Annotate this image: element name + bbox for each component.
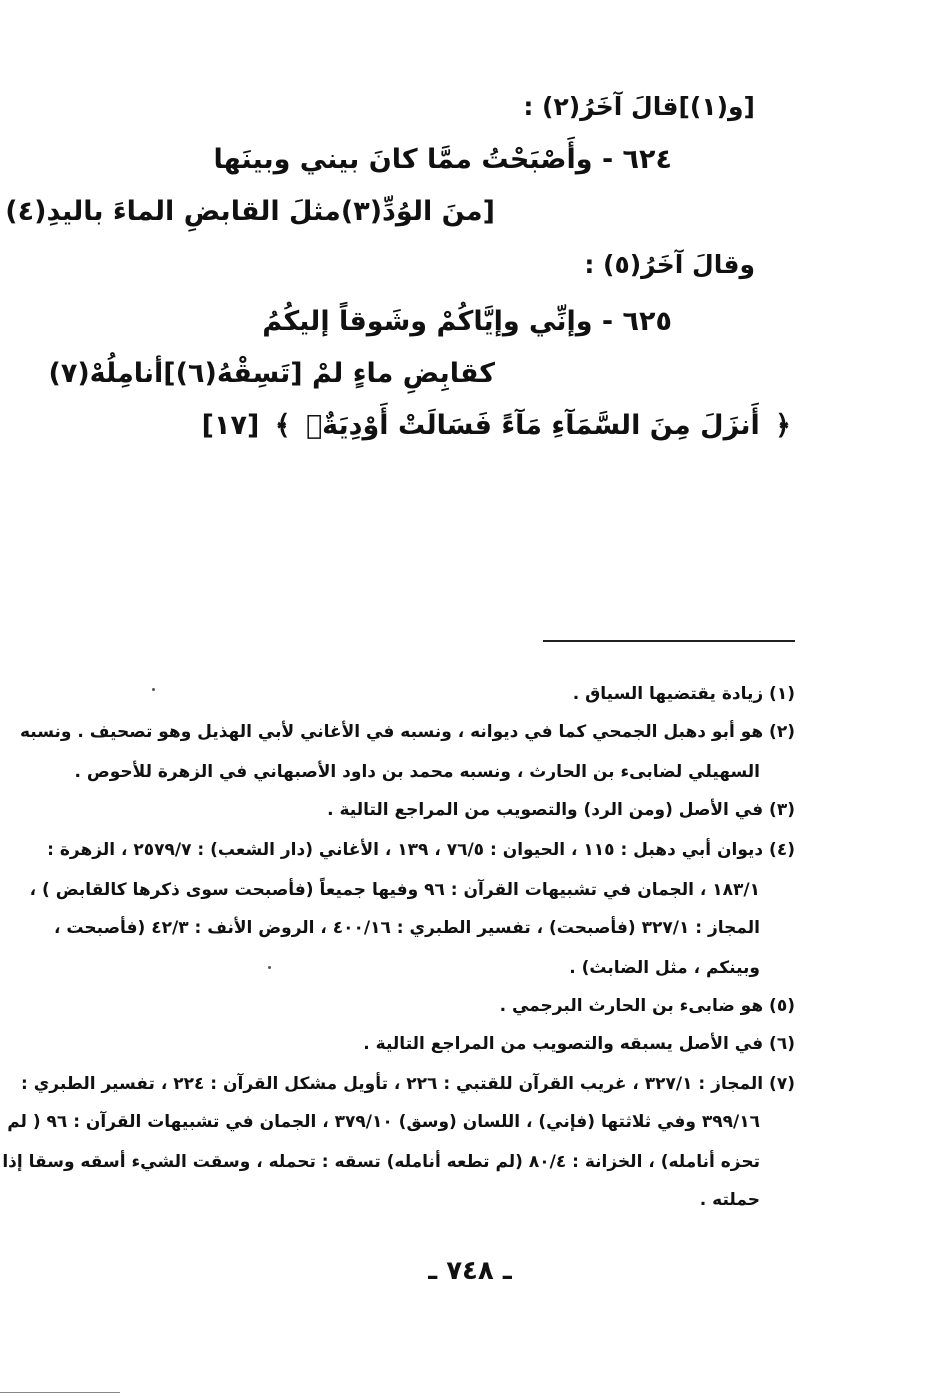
verse-625-first-hemistich: ٦٢٥ - وإنِّي وإيَّاكُمْ وشَوقاً إليكُمُ bbox=[262, 306, 672, 337]
footnote-4-line-1: (٤) ديوان أبي دهبل : ١١٥ ، الحيوان : ٧٦/٥ ، ١٣٩ ، الأغاني (دار الشعب) : ٢٥٧٩/٧ ، الزهرة : bbox=[47, 840, 795, 860]
scan-speck bbox=[152, 688, 155, 691]
footnote-7-line-3: تحزه أنامله) ، الخزانة : ٨٠/٤ (لم تطعه أنامله) تسقه : تحمله ، وسقت الشيء أسقه وسقا إذا bbox=[2, 1152, 760, 1172]
footnote-6: (٦) في الأصل يسبقه والتصويب من المراجع التالية . bbox=[363, 1034, 795, 1054]
intro-line-2: وقالَ آخَرُ(٥) : bbox=[584, 250, 755, 279]
verse-625-second-hemistich: كقابِضِ ماءٍ لمْ [تَسِقْهُ(٦)]أنامِلُهْ(٧) bbox=[48, 358, 495, 389]
footnote-4-line-3: المجاز : ٣٢٧/١ (فأصبحت) ، تفسير الطبري : ٤٠٠/١٦ ، الروض الأنف : ٤٢/٣ (فأصبحت ، bbox=[54, 918, 760, 938]
quran-reference: [١٧] bbox=[201, 410, 260, 441]
quran-close-bracket: ﴾ bbox=[274, 410, 291, 441]
intro-line-1: [و(١)]قالَ آخَرُ(٢) : bbox=[523, 92, 755, 121]
verse-624-second-hemistich: [منَ الوُدِّ(٣)مثلَ القابضِ الماءَ باليدِ(٤) bbox=[5, 196, 495, 227]
footnote-7-line-1: (٧) المجاز : ٣٢٧/١ ، غريب القرآن للقتبي : ٢٢٦ ، تأويل مشكل القرآن : ٢٢٤ ، تفسير الطبري : bbox=[20, 1074, 795, 1094]
footnote-7-line-2: ٣٩٩/١٦ وفي ثلاثتها (فإني) ، اللسان (وسق) ٣٧٩/١٠ ، الجمان في تشبيهات القرآن : ٩٦ ( لم bbox=[7, 1112, 760, 1132]
footnote-5: (٥) هو ضابىء بن الحارث البرجمي . bbox=[499, 996, 795, 1016]
footnote-4-line-4: وبينكم ، مثل الضابث) . bbox=[569, 958, 760, 978]
footnote-2-line-2: السهيلي لضابىء بن الحارث ، ونسبه محمد بن داود الأصبهاني في الزهرة للأحوص . bbox=[74, 762, 760, 782]
footnote-2-line-1: (٢) هو أبو دهبل الجمحي كما في ديوانه ، ونسبه في الأغاني لأبي الهذيل وهو تصحيف . ونسبه bbox=[19, 722, 795, 742]
footnote-7-line-4: حملته . bbox=[699, 1190, 760, 1210]
scan-speck bbox=[268, 966, 271, 969]
scan-edge-line bbox=[0, 1392, 120, 1393]
verse-624-first-hemistich: ٦٢٤ - وأَصْبَحْتُ ممَّا كانَ بيني وبينَها bbox=[213, 144, 672, 175]
footnote-1: (١) زيادة يقتضيها السياق . bbox=[572, 684, 795, 704]
footnote-3: (٣) في الأصل (ومن الرد) والتصويب من المراجع التالية . bbox=[327, 800, 795, 820]
quran-open-bracket: ﴿ bbox=[775, 410, 791, 441]
footnote-4-line-2: ١٨٣/١ ، الجمان في تشبيهات القرآن : ٩٦ وفيها جميعاً (فأصبحت سوى ذكرها كالقابض ) ، bbox=[29, 880, 760, 900]
quran-text: أَنزَلَ مِنَ السَّمَآءِ مَآءً فَسَالَتْ أَوْدِيَةٌۢ bbox=[305, 410, 760, 441]
footnote-divider bbox=[543, 640, 795, 642]
page-number: ـ ٧٤٨ ـ bbox=[428, 1256, 512, 1286]
quran-verse bbox=[202, 410, 797, 441]
